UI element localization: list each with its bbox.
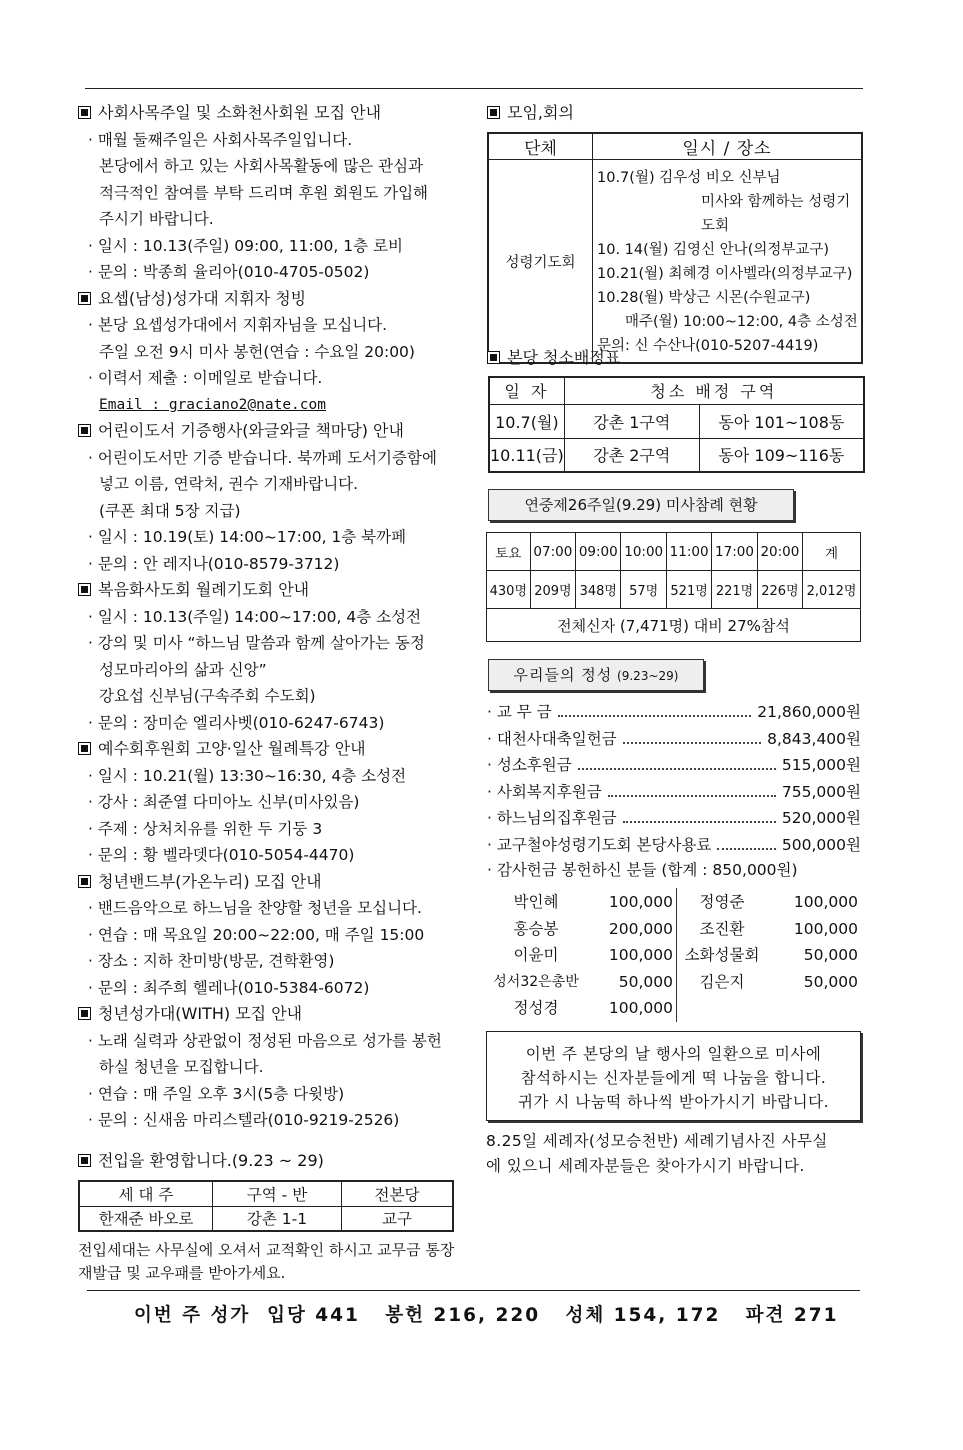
meeting-line: 10. 14(월) 김영신 안나(의정부교구) (597, 242, 830, 258)
section-title: 사회사목주일 및 소화천사회원 모집 안내 (78, 103, 381, 123)
email-link[interactable]: Email : graciano2@nate.com (99, 396, 326, 413)
offering-amount: 500,000원 (781, 835, 861, 854)
offering-item (487, 806, 861, 828)
offering-item (487, 833, 861, 855)
thanks-title: · 감사헌금 봉헌하신 분들 (합계 : 850,000원) (487, 861, 798, 879)
donor-name: 소화성물회 (684, 946, 760, 964)
mass-attendance-title (488, 489, 794, 521)
section-line: · 강의 및 미사 “하느님 말씀과 함께 살아가는 동정 (88, 634, 425, 652)
donor-name: 조진환 (699, 919, 745, 938)
section-line: · 주제 : 상처치유를 위한 두 기둥 3 (88, 819, 323, 838)
cleaning-date: 10.11(금) (489, 438, 564, 472)
section-line: · 문의 : 최주희 헬레나(010-5384-6072) (88, 978, 370, 997)
donor-amount: 50,000 (803, 972, 858, 991)
leader-dots (608, 795, 776, 797)
meeting-detail (593, 160, 863, 364)
cleaning-date: 10.7(월) (489, 404, 564, 438)
donor-name: 정성경 (513, 999, 559, 1017)
square-bullet-icon (78, 875, 91, 888)
welcome-header: 구역 - 반 (213, 1181, 342, 1206)
meeting-line: 10.21(월) 최혜경 이사벨라(의정부교구) (597, 266, 853, 282)
notice-line: 귀가 시 나눔떡 하나씩 받아가시기 바랍니다. (517, 1093, 830, 1111)
donor-amount: 100,000 (608, 999, 673, 1017)
section-line: · 이력서 제출 : 이메일로 받습니다. (88, 369, 323, 387)
donor-name: 김은지 (699, 972, 745, 991)
leader-dots (717, 848, 776, 850)
offering-name: · 대천사대축일헌금 (487, 729, 617, 748)
mass-header: 토요 (487, 533, 531, 571)
section-line: 주일 오전 9시 미사 봉헌(연습 : 수요일 20:00) (99, 342, 415, 361)
meeting-group: 성령기도회 (488, 160, 593, 364)
section-title: 예수회후원회 고양·일산 월례특강 안내 (78, 739, 366, 759)
meeting-header-group: 단체 (488, 133, 593, 160)
section-line: 넣고 이름, 연락처, 권수 기재바랍니다. (99, 475, 359, 493)
offering-title (488, 659, 704, 691)
mass-count: 57명 (621, 571, 666, 609)
cleaning-header-date: 일 자 (489, 377, 564, 404)
square-bullet-icon (487, 106, 500, 119)
section-line: · 일시 : 10.19(토) 14:00~17:00, 1층 북까페 (88, 528, 407, 546)
mass-count: 430명 (487, 571, 531, 609)
section-line: 하실 청년을 모집합니다. (99, 1058, 264, 1076)
section-line: 본당에서 하고 있는 사회사목활동에 많은 관심과 (99, 157, 424, 175)
offering-name: · 성소후원금 (487, 756, 572, 774)
leader-dots (558, 715, 752, 717)
meeting-title: 모임,회의 (487, 103, 574, 123)
mass-attendance-table (486, 532, 861, 642)
baptism-line: 에 있으니 세례자분들은 찾아가시기 바랍니다. (486, 1157, 805, 1175)
offering-amount: 21,860,000원 (757, 703, 861, 721)
section-line: · 문의 : 신새움 마리스텔라(010-9219-2526) (88, 1111, 400, 1129)
notice-box (486, 1031, 861, 1121)
section-line: · 본당 요셉성가대에서 지휘자님을 모십니다. (88, 316, 388, 334)
cleaning-area: 강촌 2구역 (564, 438, 699, 472)
donor-name: 이윤미 (513, 946, 559, 964)
mass-count: 226명 (757, 571, 802, 609)
mass-header: 10:00 (621, 533, 666, 571)
mass-count: 221명 (712, 571, 757, 609)
square-bullet-icon (78, 742, 91, 755)
section-line: · 문의 : 황 벨라뎃다(010-5054-4470) (88, 846, 355, 864)
meeting-table (487, 132, 863, 364)
mass-header: 20:00 (757, 533, 802, 571)
offering-item (487, 700, 861, 722)
square-bullet-icon (78, 1154, 91, 1167)
bottom-rule (87, 1290, 860, 1291)
welcome-header: 전본당 (342, 1181, 454, 1206)
section-line: (쿠폰 최대 5장 지급) (99, 501, 241, 520)
welcome-title: 전입을 환영합니다.(9.23 ~ 29) (78, 1151, 324, 1171)
leader-dots (623, 821, 776, 823)
offering-name: · 하느님의집후원금 (487, 809, 617, 827)
cleaning-header-area: 청소 배정 구역 (564, 377, 864, 404)
hymn-footer: 이번 주 성가 입당 441 봉헌 216, 220 성체 154, 172 파견 271 (134, 1305, 839, 1326)
mass-count: 521명 (666, 571, 711, 609)
offering-amount: 8,843,400원 (767, 729, 861, 748)
square-bullet-icon (78, 292, 91, 305)
donor-name: 홍승봉 (513, 919, 559, 938)
baptism-line: 8.25일 세례자(성모승천반) 세례기념사진 사무실 (486, 1132, 828, 1150)
donor-amount: 50,000 (803, 946, 858, 964)
welcome-cell: 강촌 1-1 (213, 1206, 342, 1231)
section-line: · 일시 : 10.13(주일) 14:00~17:00, 4층 소성전 (88, 607, 422, 626)
square-bullet-icon (78, 424, 91, 437)
cleaning-title: 본당 청소배정표 (487, 348, 620, 368)
mass-header: 07:00 (530, 533, 575, 571)
leader-dots (578, 768, 776, 770)
section-line: · 노래 실력과 상관없이 정성된 마음으로 성가를 봉헌 (88, 1031, 442, 1050)
donor-amount: 100,000 (793, 919, 858, 938)
offering-item (487, 780, 861, 802)
donor-amount: 50,000 (618, 972, 673, 991)
meeting-line: 미사와 함께하는 성령기도회 (701, 194, 851, 234)
meeting-line: 10.7(월) 김우성 비오 신부님 (597, 170, 781, 186)
meeting-header-time: 일시 / 장소 (593, 133, 863, 160)
mass-header: 17:00 (712, 533, 757, 571)
offering-period: (9.23~29) (617, 669, 679, 683)
offering-amount: 515,000원 (781, 756, 861, 774)
section-line: · 장소 : 지하 찬미방(방문, 견학환영) (88, 952, 335, 970)
donor-divider (676, 888, 677, 1022)
section-title: 요셉(남성)성가대 지휘자 청빙 (78, 289, 306, 309)
donor-amount: 100,000 (608, 946, 673, 964)
donor-amount: 200,000 (608, 919, 673, 938)
section-line: 적극적인 참여를 부탁 드리며 후원 회원도 가입해 (99, 183, 429, 202)
welcome-table (78, 1180, 454, 1232)
donor-name: 정영준 (699, 893, 745, 911)
offering-amount: 755,000원 (781, 782, 861, 801)
section-line: · 강사 : 최준열 다미아노 신부(미사있음) (88, 793, 360, 811)
mass-header: 계 (803, 533, 861, 571)
offering-name: · 사회복지후원금 (487, 782, 602, 801)
notice-line: 이번 주 본당의 날 행사의 일환으로 미사에 (525, 1045, 822, 1063)
donor-amount: 100,000 (608, 893, 673, 911)
meeting-line: 매주(월) 10:00~12:00, 4층 소성전 (625, 314, 858, 330)
mass-header: 11:00 (666, 533, 711, 571)
mass-summary: 전체신자 (7,471명) 대비 27%참석 (487, 609, 861, 642)
square-bullet-icon (78, 106, 91, 119)
meeting-line: 10.28(월) 박상근 시몬(수원교구) (597, 290, 811, 306)
cleaning-table (488, 376, 865, 473)
section-title: 복음화사도회 월례기도회 안내 (78, 580, 309, 600)
section-line: · 일시 : 10.21(월) 13:30~16:30, 4층 소성전 (88, 766, 407, 785)
donor-amount: 100,000 (793, 893, 858, 911)
section-title: 청년밴드부(가온누리) 모집 안내 (78, 872, 322, 892)
section-title: 청년성가대(WITH) 모집 안내 (78, 1004, 302, 1024)
offering-title-text: 우리들의 정성 (513, 666, 613, 684)
cleaning-building: 동아 109~116동 (699, 438, 864, 472)
section-line: · 문의 : 장미순 엘리사벳(010-6247-6743) (88, 713, 385, 732)
section-line: · 문의 : 박종희 율리아(010-4705-0502) (88, 263, 370, 281)
offering-item (487, 727, 861, 749)
mass-count: 348명 (576, 571, 621, 609)
welcome-note: 전입세대는 사무실에 오셔서 교적확인 하시고 교무금 통장 (78, 1241, 455, 1259)
section-line: · 문의 : 안 레지나(010-8579-3712) (88, 554, 340, 573)
section-line: · 연습 : 매 주일 오후 3시(5층 다윗방) (88, 1084, 345, 1103)
section-line: · 일시 : 10.13(주일) 09:00, 11:00, 1층 로비 (88, 236, 403, 255)
square-bullet-icon (78, 1007, 91, 1020)
welcome-note: 재발급 및 교우패를 받아가세요. (78, 1264, 286, 1282)
section-line: · 어린이도서만 기증 받습니다. 북까페 도서기증함에 (88, 448, 437, 467)
section-line: 주시기 바랍니다. (99, 210, 214, 228)
donor-name: 박인혜 (513, 893, 559, 911)
section-line: · 밴드음악으로 하느님을 찬양할 청년을 모십니다. (88, 899, 422, 917)
section-line: 성모마리아의 삶과 신앙” (99, 660, 267, 679)
offering-amount: 520,000원 (781, 809, 861, 827)
section-line: · 매월 둘째주일은 사회사목주일입니다. (88, 130, 353, 149)
offering-name: · 교 무 금 (487, 703, 552, 721)
mass-count: 2,012명 (803, 571, 861, 609)
offering-item (487, 753, 861, 775)
offering-name: · 교구철야성령기도회 본당사용료 (487, 835, 712, 854)
meeting-line: 문의: 신 수산나(010-5207-4419) (597, 338, 819, 354)
welcome-cell: 교구 (342, 1206, 454, 1231)
top-rule (85, 88, 863, 89)
welcome-cell: 한재준 바오로 (79, 1206, 213, 1231)
welcome-header: 세 대 주 (79, 1181, 213, 1206)
leader-dots (623, 742, 762, 744)
cleaning-building: 동아 101~108동 (699, 404, 864, 438)
section-line: · 연습 : 매 목요일 20:00~22:00, 매 주일 15:00 (88, 925, 425, 944)
section-title: 어린이도서 기증행사(와글와글 책마당) 안내 (78, 421, 404, 441)
section-line: 강요섭 신부님(구속주회 수도회) (99, 687, 316, 705)
mass-title-text: 연중제26주일(9.29) 미사참례 현황 (524, 496, 758, 514)
mass-count: 209명 (530, 571, 575, 609)
cleaning-area: 강촌 1구역 (564, 404, 699, 438)
mass-header: 09:00 (576, 533, 621, 571)
square-bullet-icon (78, 583, 91, 596)
notice-line: 참석하시는 신자분들에게 떡 나눔을 합니다. (520, 1069, 827, 1087)
donor-name: 성서32은총반 (493, 973, 579, 990)
square-bullet-icon (487, 351, 500, 364)
